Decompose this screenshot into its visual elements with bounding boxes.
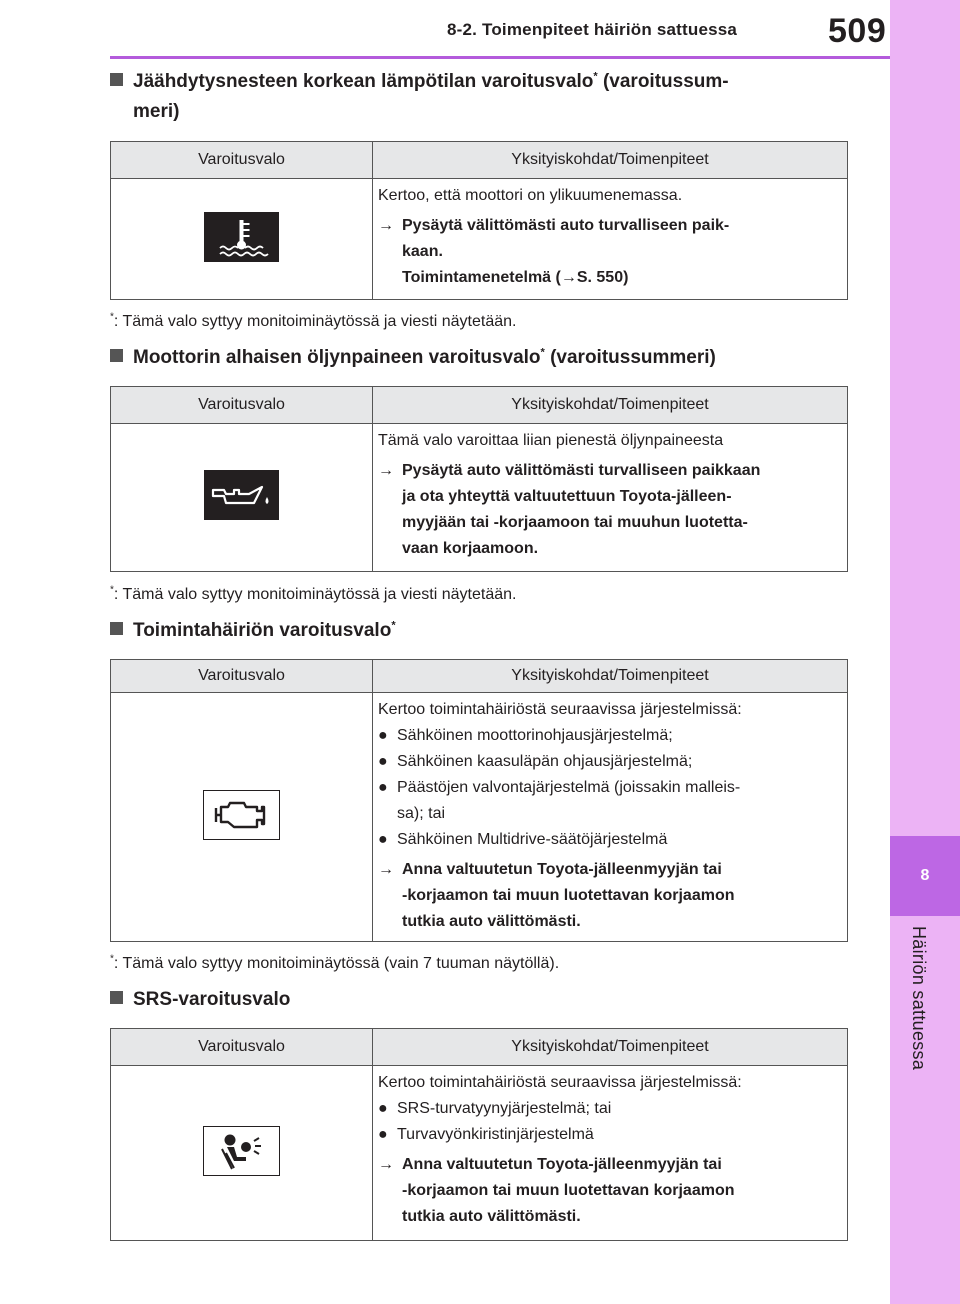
- heading-text: Moottorin alhaisen öljynpaineen varoitusvalo: [133, 347, 541, 368]
- list-item: [378, 827, 841, 853]
- section-heading-srs: [110, 985, 290, 1015]
- footnote: [110, 313, 516, 331]
- action-instruction: [378, 458, 841, 562]
- action-instruction: [378, 213, 841, 291]
- list-item-text-cont: sa); tai: [397, 805, 446, 822]
- footnote-mark: *: [593, 70, 598, 83]
- oil-pressure-icon: [204, 470, 279, 520]
- heading-suffix: (varoitussum-: [597, 71, 729, 92]
- icon-cell: [111, 1066, 373, 1241]
- icon-cell: [111, 424, 373, 572]
- page-reference-link[interactable]: Toimintamenetelmä (→S. 550): [402, 269, 629, 286]
- action-text: Pysäytä auto välittömästi turvalliseen paikkaan: [402, 462, 761, 479]
- column-header-light: Varoitusvalo: [111, 387, 373, 424]
- srs-warning-table: [110, 1028, 848, 1241]
- list-item: [378, 1122, 841, 1148]
- details-cell: [373, 693, 848, 942]
- heading-text: Toimintahäiriön varoitusvalo: [133, 620, 392, 641]
- chapter-tab-top: [890, 0, 960, 836]
- description: Kertoo toimintahäiriöstä seuraavissa järjestelmissä:: [378, 1074, 742, 1091]
- section-title: 8-2. Toimenpiteet häiriön sattuessa: [447, 20, 738, 39]
- square-bullet-icon: [110, 349, 123, 362]
- action-instruction: [378, 1152, 841, 1230]
- footnote-mark: *: [110, 311, 114, 323]
- arrow-icon: →: [378, 1156, 394, 1173]
- coolant-warning-table: [110, 141, 848, 300]
- column-header-light: Varoitusvalo: [111, 142, 373, 179]
- footnote-text: : Tämä valo syttyy monitoiminäytössä ja viesti näytetään.: [113, 313, 517, 330]
- list-item-text: Turvavyönkiristinjärjestelmä: [397, 1126, 594, 1143]
- footnote-mark: *: [540, 346, 545, 359]
- details-cell: [373, 424, 848, 572]
- column-header-details: Yksityiskohdat/Toimenpiteet: [373, 1029, 848, 1066]
- action-text-line3: myyjään tai -korjaamoon tai muuhun luotetta-: [402, 514, 748, 531]
- heading-suffix: (varoitussummeri): [544, 347, 716, 368]
- list-item: [378, 723, 841, 749]
- chapter-number-tab: 8: [890, 836, 960, 916]
- list-item-text: Päästöjen valvontajärjestelmä (joissakin malleis-: [397, 779, 741, 796]
- bullet-dot-icon: ●: [378, 1100, 388, 1117]
- square-bullet-icon: [110, 73, 123, 86]
- list-item: [378, 1096, 841, 1122]
- footnote-mark: *: [110, 584, 114, 596]
- action-text: Anna valtuutetun Toyota-jälleenmyyjän tai: [402, 861, 722, 878]
- action-text-line3: tutkia auto välittömästi.: [402, 913, 581, 930]
- bullet-dot-icon: ●: [378, 779, 388, 796]
- details-cell: [373, 179, 848, 300]
- list-item-text: Sähköinen kaasuläpän ohjausjärjestelmä;: [397, 753, 693, 770]
- column-header-details: Yksityiskohdat/Toimenpiteet: [373, 142, 848, 179]
- footnote: [110, 955, 559, 973]
- footnote-mark: *: [391, 619, 396, 632]
- action-text: Pysäytä välittömästi auto turvalliseen paik-: [402, 217, 730, 234]
- chapter-title: Häiriön sattuessa: [909, 926, 929, 1071]
- action-text: Anna valtuutetun Toyota-jälleenmyyjän tai: [402, 1156, 722, 1173]
- page-number: 509: [828, 12, 887, 50]
- description: Kertoo toimintahäiriöstä seuraavissa järjestelmissä:: [378, 701, 742, 718]
- heading-text: SRS-varoitusvalo: [133, 989, 291, 1010]
- action-text-line2: -korjaamon tai muun luotettavan korjaamon: [402, 887, 735, 904]
- column-header-details: Yksityiskohdat/Toimenpiteet: [373, 660, 848, 693]
- list-item-text: Sähköinen Multidrive-säätöjärjestelmä: [397, 831, 668, 848]
- icon-cell: [111, 693, 373, 942]
- check-engine-icon: [203, 790, 280, 840]
- action-text-line2: -korjaamon tai muun luotettavan korjaamon: [402, 1182, 735, 1199]
- icon-cell: [111, 179, 373, 300]
- bullet-dot-icon: ●: [378, 727, 388, 744]
- arrow-icon: →: [378, 462, 394, 479]
- heading-continuation: meri): [133, 101, 180, 122]
- details-cell: [373, 1066, 848, 1241]
- section-heading-malfunction: [110, 616, 396, 646]
- bullet-dot-icon: ●: [378, 831, 388, 848]
- square-bullet-icon: [110, 622, 123, 635]
- bullet-dot-icon: ●: [378, 753, 388, 770]
- action-text-line2: ja ota yhteyttä valtuutettuun Toyota-jälleen-: [402, 488, 732, 505]
- list-item: [378, 749, 841, 775]
- column-header-light: Varoitusvalo: [111, 1029, 373, 1066]
- action-instruction: [378, 857, 841, 935]
- description: Tämä valo varoittaa liian pienestä öljynpaineesta: [378, 432, 724, 449]
- coolant-temperature-icon: [204, 212, 279, 262]
- footnote-mark: *: [110, 953, 114, 965]
- footnote-text: : Tämä valo syttyy monitoiminäytössä (vain 7 tuuman näytöllä).: [113, 955, 560, 972]
- arrow-icon: →: [378, 217, 394, 234]
- heading-text: Jäähdytysnesteen korkean lämpötilan varoitusvalo: [133, 71, 594, 92]
- action-text-line4: vaan korjaamoon.: [402, 540, 539, 557]
- action-text-line2: kaan.: [402, 243, 443, 260]
- list-item-text: Sähköinen moottorinohjausjärjestelmä;: [397, 727, 673, 744]
- oil-pressure-warning-table: [110, 386, 848, 572]
- action-text-line3: tutkia auto välittömästi.: [402, 1208, 581, 1225]
- section-heading-oil-pressure: [110, 343, 716, 373]
- description: Kertoo, että moottori on ylikuumenemassa.: [378, 187, 683, 204]
- airbag-srs-icon: [203, 1126, 280, 1176]
- column-header-light: Varoitusvalo: [111, 660, 373, 693]
- bullet-dot-icon: ●: [378, 1126, 388, 1143]
- arrow-icon: →: [378, 861, 394, 878]
- malfunction-warning-table: [110, 659, 848, 942]
- square-bullet-icon: [110, 991, 123, 1004]
- section-heading-coolant: [110, 67, 729, 127]
- list-item: [378, 775, 841, 827]
- header-divider: [110, 56, 890, 59]
- footnote-text: : Tämä valo syttyy monitoiminäytössä ja viesti näytetään.: [113, 586, 517, 603]
- list-item-text: SRS-turvatyynyjärjestelmä; tai: [397, 1100, 612, 1117]
- column-header-details: Yksityiskohdat/Toimenpiteet: [373, 387, 848, 424]
- footnote: [110, 586, 516, 604]
